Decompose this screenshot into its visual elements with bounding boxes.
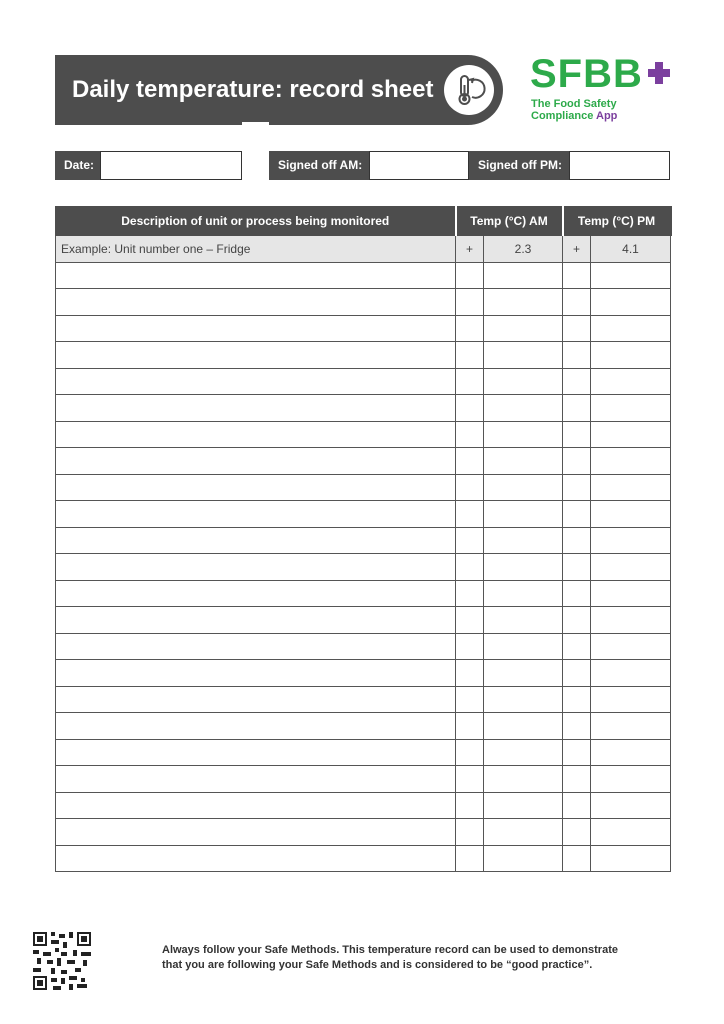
date-field[interactable] — [100, 151, 242, 180]
row-pm-sign-cell[interactable] — [563, 368, 591, 395]
footer-note — [162, 943, 682, 973]
row-pm-sign-cell[interactable] — [563, 395, 591, 422]
table-row — [56, 819, 671, 846]
row-am-value-cell[interactable] — [484, 713, 563, 740]
table-row — [56, 766, 671, 793]
row-description-cell[interactable] — [56, 315, 456, 342]
plus-icon — [648, 62, 670, 84]
row-am-value-cell[interactable] — [484, 607, 563, 634]
row-pm-value-cell[interactable] — [591, 262, 671, 289]
row-pm-sign-cell[interactable] — [563, 686, 591, 713]
row-am-sign-cell[interactable] — [456, 819, 484, 846]
row-description-cell[interactable] — [56, 607, 456, 634]
page-title: Daily temperature: record sheet — [72, 76, 434, 103]
example-pm-value: 4.1 — [591, 236, 671, 263]
row-description-cell[interactable] — [56, 262, 456, 289]
row-am-value-cell[interactable] — [484, 474, 563, 501]
row-description-cell[interactable] — [56, 368, 456, 395]
row-am-value-cell[interactable] — [484, 766, 563, 793]
table-row — [56, 262, 671, 289]
row-description-cell[interactable] — [56, 421, 456, 448]
row-pm-value-cell[interactable] — [591, 819, 671, 846]
row-am-sign-cell[interactable] — [456, 342, 484, 369]
row-am-sign-cell[interactable] — [456, 289, 484, 316]
signed-off-pm-field[interactable] — [569, 151, 670, 180]
example-am-sign: + — [456, 236, 484, 263]
row-pm-value-cell[interactable] — [591, 421, 671, 448]
row-am-sign-cell[interactable] — [456, 792, 484, 819]
row-am-value-cell[interactable] — [484, 686, 563, 713]
row-pm-sign-cell[interactable] — [563, 766, 591, 793]
row-am-sign-cell[interactable] — [456, 686, 484, 713]
logo-tagline-compliance: Compliance — [531, 110, 594, 122]
signed-off-am-field[interactable] — [369, 151, 469, 180]
row-pm-value-cell[interactable] — [591, 739, 671, 766]
row-pm-value-cell[interactable] — [591, 474, 671, 501]
table-row — [56, 448, 671, 475]
signed-off-pm-label: Signed off PM: — [469, 151, 570, 180]
row-am-value-cell[interactable] — [484, 342, 563, 369]
row-pm-value-cell[interactable] — [591, 845, 671, 872]
row-description-cell[interactable] — [56, 713, 456, 740]
row-am-sign-cell[interactable] — [456, 421, 484, 448]
row-am-value-cell[interactable] — [484, 448, 563, 475]
row-pm-value-cell[interactable] — [591, 368, 671, 395]
row-pm-value-cell[interactable] — [591, 554, 671, 581]
table-row — [56, 342, 671, 369]
table-row — [56, 792, 671, 819]
row-pm-sign-cell[interactable] — [563, 633, 591, 660]
row-description-cell[interactable] — [56, 289, 456, 316]
row-am-sign-cell[interactable] — [456, 739, 484, 766]
row-pm-sign-cell[interactable] — [563, 819, 591, 846]
row-pm-value-cell[interactable] — [591, 342, 671, 369]
row-pm-sign-cell[interactable] — [563, 713, 591, 740]
row-pm-sign-cell[interactable] — [563, 448, 591, 475]
row-am-value-cell[interactable] — [484, 739, 563, 766]
row-am-value-cell[interactable] — [484, 315, 563, 342]
table-row — [56, 845, 671, 872]
signed-off-am-label: Signed off AM: — [269, 151, 370, 180]
table-row — [56, 368, 671, 395]
date-label: Date: — [55, 151, 101, 180]
title-bar — [55, 55, 503, 125]
footer-note-line2: that you are following your Safe Methods and is considered to be “good practice”. — [162, 959, 593, 971]
table-row — [56, 527, 671, 554]
row-description-cell[interactable] — [56, 792, 456, 819]
row-am-value-cell[interactable] — [484, 580, 563, 607]
row-description-cell[interactable] — [56, 739, 456, 766]
row-pm-sign-cell[interactable] — [563, 739, 591, 766]
row-am-value-cell[interactable] — [484, 289, 563, 316]
table-row — [56, 315, 671, 342]
logo-tagline-app: App — [596, 110, 618, 122]
row-am-sign-cell[interactable] — [456, 315, 484, 342]
row-description-cell[interactable] — [56, 501, 456, 528]
title-notch — [242, 122, 269, 125]
row-am-value-cell[interactable] — [484, 368, 563, 395]
row-description-cell[interactable] — [56, 845, 456, 872]
row-pm-sign-cell[interactable] — [563, 474, 591, 501]
row-am-sign-cell[interactable] — [456, 501, 484, 528]
table-row — [56, 580, 671, 607]
row-pm-value-cell[interactable] — [591, 315, 671, 342]
row-pm-sign-cell[interactable] — [563, 607, 591, 634]
table-row — [56, 739, 671, 766]
row-pm-value-cell[interactable] — [591, 766, 671, 793]
row-am-sign-cell[interactable] — [456, 713, 484, 740]
table-header-row — [56, 207, 671, 236]
row-pm-sign-cell[interactable] — [563, 845, 591, 872]
row-description-cell[interactable] — [56, 554, 456, 581]
row-description-cell[interactable] — [56, 448, 456, 475]
row-am-value-cell[interactable] — [484, 819, 563, 846]
row-description-cell[interactable] — [56, 633, 456, 660]
row-am-sign-cell[interactable] — [456, 395, 484, 422]
row-pm-sign-cell[interactable] — [563, 289, 591, 316]
row-description-cell[interactable] — [56, 395, 456, 422]
example-description: Example: Unit number one – Fridge — [56, 236, 456, 263]
row-pm-value-cell[interactable] — [591, 448, 671, 475]
row-pm-sign-cell[interactable] — [563, 792, 591, 819]
row-am-sign-cell[interactable] — [456, 607, 484, 634]
table-row — [56, 501, 671, 528]
table-row — [56, 713, 671, 740]
row-pm-sign-cell[interactable] — [563, 421, 591, 448]
row-am-value-cell[interactable] — [484, 554, 563, 581]
row-pm-sign-cell[interactable] — [563, 501, 591, 528]
footer-note-line1: Always follow your Safe Methods. This temperature record can be used to demonstrate — [162, 944, 618, 956]
row-am-sign-cell[interactable] — [456, 554, 484, 581]
temperature-record-table — [55, 206, 672, 872]
example-row — [56, 236, 671, 263]
header-temp-am: Temp (°C) AM — [456, 207, 563, 236]
row-am-value-cell[interactable] — [484, 845, 563, 872]
row-pm-sign-cell[interactable] — [563, 580, 591, 607]
logo-tagline — [531, 98, 617, 122]
logo-wordmark: SFBB — [530, 52, 643, 96]
row-pm-value-cell[interactable] — [591, 501, 671, 528]
row-pm-value-cell[interactable] — [591, 289, 671, 316]
row-am-value-cell[interactable] — [484, 501, 563, 528]
sfbb-logo — [530, 52, 680, 127]
row-am-sign-cell[interactable] — [456, 633, 484, 660]
row-pm-value-cell[interactable] — [591, 580, 671, 607]
table-row — [56, 289, 671, 316]
row-am-value-cell[interactable] — [484, 527, 563, 554]
row-am-value-cell[interactable] — [484, 633, 563, 660]
row-pm-value-cell[interactable] — [591, 660, 671, 687]
row-description-cell[interactable] — [56, 580, 456, 607]
row-pm-value-cell[interactable] — [591, 792, 671, 819]
row-am-sign-cell[interactable] — [456, 368, 484, 395]
row-pm-sign-cell[interactable] — [563, 527, 591, 554]
header-description: Description of unit or process being monitored — [56, 207, 456, 236]
row-am-sign-cell[interactable] — [456, 448, 484, 475]
row-am-sign-cell[interactable] — [456, 474, 484, 501]
row-am-value-cell[interactable] — [484, 395, 563, 422]
qr-code — [33, 932, 91, 990]
row-description-cell[interactable] — [56, 660, 456, 687]
row-pm-sign-cell[interactable] — [563, 342, 591, 369]
table-row — [56, 474, 671, 501]
row-am-sign-cell[interactable] — [456, 527, 484, 554]
row-pm-sign-cell[interactable] — [563, 315, 591, 342]
row-description-cell[interactable] — [56, 686, 456, 713]
row-am-sign-cell[interactable] — [456, 845, 484, 872]
example-am-value: 2.3 — [484, 236, 563, 263]
row-am-value-cell[interactable] — [484, 792, 563, 819]
row-pm-sign-cell[interactable] — [563, 554, 591, 581]
row-am-value-cell[interactable] — [484, 262, 563, 289]
row-am-value-cell[interactable] — [484, 660, 563, 687]
row-description-cell[interactable] — [56, 819, 456, 846]
logo-tagline-line2 — [531, 110, 617, 122]
row-pm-value-cell[interactable] — [591, 686, 671, 713]
example-pm-sign: + — [563, 236, 591, 263]
row-pm-value-cell[interactable] — [591, 395, 671, 422]
row-am-sign-cell[interactable] — [456, 766, 484, 793]
row-description-cell[interactable] — [56, 342, 456, 369]
row-pm-value-cell[interactable] — [591, 633, 671, 660]
table-row — [56, 554, 671, 581]
table-row — [56, 686, 671, 713]
row-pm-value-cell[interactable] — [591, 527, 671, 554]
row-description-cell[interactable] — [56, 474, 456, 501]
row-description-cell[interactable] — [56, 527, 456, 554]
row-description-cell[interactable] — [56, 766, 456, 793]
row-pm-sign-cell[interactable] — [563, 262, 591, 289]
table-row — [56, 607, 671, 634]
header-temp-pm: Temp (°C) PM — [563, 207, 671, 236]
table-row — [56, 421, 671, 448]
thermometer-refresh-icon — [444, 65, 494, 115]
logo-tagline-line1: The Food Safety — [531, 98, 617, 110]
row-am-sign-cell[interactable] — [456, 660, 484, 687]
row-am-sign-cell[interactable] — [456, 262, 484, 289]
row-pm-sign-cell[interactable] — [563, 660, 591, 687]
table-row — [56, 633, 671, 660]
row-pm-value-cell[interactable] — [591, 713, 671, 740]
table-row — [56, 395, 671, 422]
row-am-sign-cell[interactable] — [456, 580, 484, 607]
table-row — [56, 660, 671, 687]
row-am-value-cell[interactable] — [484, 421, 563, 448]
row-pm-value-cell[interactable] — [591, 607, 671, 634]
